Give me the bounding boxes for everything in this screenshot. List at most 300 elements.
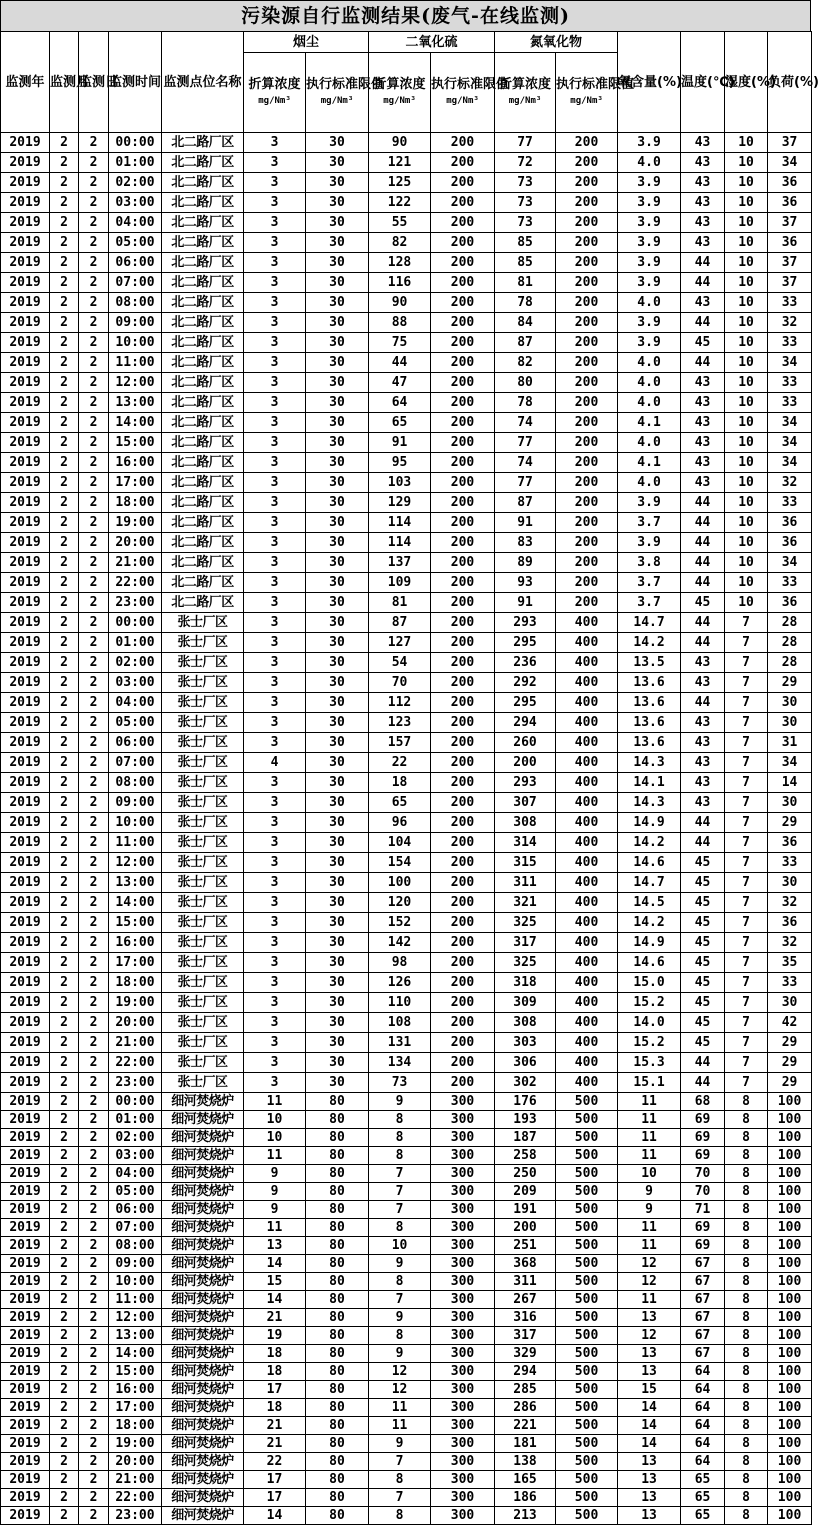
cell-oxygen: 15.1 [618,1073,681,1093]
cell-so2-limit: 200 [431,513,495,533]
cell-so2-conc: 7 [369,1183,431,1201]
cell-humidity: 8 [725,1201,768,1219]
cell-load: 100 [768,1147,812,1165]
cell-load: 36 [768,913,812,933]
cell-site: 北二路厂区 [162,253,244,273]
cell-dust-limit: 30 [306,633,369,653]
cell-site: 北二路厂区 [162,473,244,493]
cell-day: 2 [79,513,109,533]
cell-site: 细河焚烧炉 [162,1435,244,1453]
cell-so2-conc: 18 [369,773,431,793]
cell-day: 2 [79,1435,109,1453]
cell-site: 张士厂区 [162,633,244,653]
cell-so2-conc: 108 [369,1013,431,1033]
cell-site: 细河焚烧炉 [162,1381,244,1399]
cell-nox-limit: 500 [556,1453,618,1471]
cell-oxygen: 15.2 [618,993,681,1013]
cell-site: 张士厂区 [162,873,244,893]
cell-time: 03:00 [109,673,162,693]
cell-humidity: 8 [725,1291,768,1309]
cell-so2-limit: 200 [431,973,495,993]
table-row [1,873,812,893]
cell-year: 2019 [1,1013,50,1033]
cell-dust-conc: 10 [244,1111,306,1129]
cell-so2-conc: 10 [369,1237,431,1255]
header-unit-label: mg/Nm³ [570,95,603,106]
cell-dust-conc: 3 [244,1073,306,1093]
cell-nox-conc: 91 [495,593,556,613]
cell-oxygen: 14.2 [618,913,681,933]
cell-time: 11:00 [109,1291,162,1309]
cell-load: 36 [768,833,812,853]
cell-site: 北二路厂区 [162,153,244,173]
cell-load: 36 [768,513,812,533]
cell-day: 2 [79,1255,109,1273]
cell-dust-limit: 30 [306,433,369,453]
cell-nox-limit: 500 [556,1255,618,1273]
cell-temperature: 44 [681,573,725,593]
cell-site: 北二路厂区 [162,173,244,193]
cell-temperature: 45 [681,593,725,613]
table-row [1,313,812,333]
cell-time: 16:00 [109,453,162,473]
cell-year: 2019 [1,1255,50,1273]
table-row [1,1273,812,1291]
cell-nox-conc: 91 [495,513,556,533]
cell-day: 2 [79,473,109,493]
cell-load: 33 [768,373,812,393]
cell-temperature: 44 [681,353,725,373]
cell-temperature: 43 [681,753,725,773]
cell-load: 100 [768,1183,812,1201]
cell-nox-conc: 187 [495,1129,556,1147]
cell-dust-conc: 3 [244,813,306,833]
cell-day: 2 [79,733,109,753]
cell-humidity: 7 [725,953,768,973]
cell-year: 2019 [1,373,50,393]
cell-month: 2 [50,1489,79,1507]
cell-nox-conc: 317 [495,1327,556,1345]
cell-time: 14:00 [109,1345,162,1363]
cell-oxygen: 13 [618,1489,681,1507]
table-row [1,593,812,613]
cell-nox-limit: 400 [556,893,618,913]
cell-month: 2 [50,813,79,833]
cell-nox-limit: 200 [556,473,618,493]
cell-year: 2019 [1,853,50,873]
cell-so2-limit: 300 [431,1111,495,1129]
cell-month: 2 [50,733,79,753]
table-row [1,353,812,373]
cell-day: 2 [79,593,109,613]
cell-month: 2 [50,1111,79,1129]
cell-temperature: 43 [681,453,725,473]
cell-so2-limit: 200 [431,393,495,413]
cell-so2-limit: 200 [431,413,495,433]
cell-time: 19:00 [109,513,162,533]
cell-nox-limit: 200 [556,413,618,433]
cell-humidity: 7 [725,633,768,653]
cell-year: 2019 [1,153,50,173]
table-row [1,1111,812,1129]
cell-load: 32 [768,893,812,913]
cell-month: 2 [50,553,79,573]
cell-temperature: 44 [681,813,725,833]
cell-oxygen: 14.2 [618,833,681,853]
cell-nox-limit: 200 [556,553,618,573]
cell-day: 2 [79,1219,109,1237]
cell-year: 2019 [1,313,50,333]
cell-load: 33 [768,393,812,413]
cell-month: 2 [50,1345,79,1363]
cell-temperature: 44 [681,533,725,553]
cell-dust-conc: 3 [244,1053,306,1073]
cell-humidity: 7 [725,813,768,833]
cell-so2-conc: 75 [369,333,431,353]
cell-day: 2 [79,993,109,1013]
table-row [1,1147,812,1165]
cell-site: 北二路厂区 [162,493,244,513]
cell-oxygen: 3.9 [618,333,681,353]
cell-month: 2 [50,213,79,233]
cell-oxygen: 10 [618,1165,681,1183]
table-row [1,993,812,1013]
cell-so2-limit: 300 [431,1381,495,1399]
cell-day: 2 [79,1237,109,1255]
cell-nox-conc: 321 [495,893,556,913]
cell-so2-conc: 8 [369,1219,431,1237]
cell-time: 12:00 [109,853,162,873]
cell-oxygen: 14.7 [618,873,681,893]
cell-oxygen: 13.6 [618,733,681,753]
cell-year: 2019 [1,773,50,793]
cell-dust-conc: 21 [244,1435,306,1453]
cell-nox-conc: 260 [495,733,556,753]
cell-year: 2019 [1,293,50,313]
cell-time: 01:00 [109,1111,162,1129]
cell-so2-limit: 200 [431,633,495,653]
cell-dust-conc: 9 [244,1183,306,1201]
cell-nox-limit: 200 [556,293,618,313]
cell-dust-conc: 3 [244,973,306,993]
cell-temperature: 67 [681,1291,725,1309]
cell-year: 2019 [1,273,50,293]
cell-so2-limit: 200 [431,193,495,213]
cell-nox-limit: 400 [556,693,618,713]
cell-oxygen: 13 [618,1345,681,1363]
cell-so2-limit: 200 [431,613,495,633]
cell-so2-conc: 131 [369,1033,431,1053]
cell-humidity: 8 [725,1183,768,1201]
cell-time: 09:00 [109,1255,162,1273]
cell-day: 2 [79,493,109,513]
table-row [1,1013,812,1033]
cell-day: 2 [79,293,109,313]
cell-so2-limit: 200 [431,833,495,853]
cell-so2-limit: 200 [431,713,495,733]
cell-so2-limit: 300 [431,1183,495,1201]
cell-site: 张士厂区 [162,793,244,813]
cell-so2-conc: 114 [369,533,431,553]
cell-day: 2 [79,753,109,773]
cell-load: 29 [768,673,812,693]
cell-year: 2019 [1,1345,50,1363]
cell-site: 张士厂区 [162,733,244,753]
cell-oxygen: 3.9 [618,253,681,273]
cell-month: 2 [50,233,79,253]
cell-time: 22:00 [109,1053,162,1073]
cell-oxygen: 13.6 [618,713,681,733]
cell-so2-conc: 7 [369,1453,431,1471]
cell-oxygen: 13 [618,1507,681,1525]
cell-site: 北二路厂区 [162,593,244,613]
cell-so2-conc: 154 [369,853,431,873]
cell-temperature: 45 [681,973,725,993]
cell-load: 100 [768,1453,812,1471]
cell-dust-limit: 30 [306,333,369,353]
cell-dust-limit: 30 [306,973,369,993]
table-row [1,193,812,213]
cell-time: 15:00 [109,913,162,933]
cell-temperature: 43 [681,153,725,173]
cell-humidity: 8 [725,1399,768,1417]
cell-month: 2 [50,173,79,193]
cell-month: 2 [50,413,79,433]
cell-so2-conc: 90 [369,133,431,153]
cell-load: 29 [768,1073,812,1093]
cell-so2-limit: 200 [431,893,495,913]
cell-oxygen: 4.1 [618,413,681,433]
cell-humidity: 10 [725,273,768,293]
cell-so2-conc: 103 [369,473,431,493]
table-row [1,753,812,773]
table-row [1,1033,812,1053]
cell-dust-conc: 3 [244,153,306,173]
cell-time: 03:00 [109,1147,162,1165]
cell-humidity: 10 [725,333,768,353]
table-row [1,533,812,553]
cell-load: 34 [768,753,812,773]
cell-temperature: 43 [681,653,725,673]
cell-time: 02:00 [109,1129,162,1147]
cell-dust-limit: 30 [306,733,369,753]
cell-site: 张士厂区 [162,833,244,853]
cell-time: 04:00 [109,1165,162,1183]
table-row [1,433,812,453]
cell-time: 00:00 [109,1093,162,1111]
table-row [1,253,812,273]
cell-load: 100 [768,1507,812,1525]
cell-nox-limit: 400 [556,913,618,933]
cell-day: 2 [79,1201,109,1219]
header-dust-conc [244,53,306,133]
cell-nox-conc: 308 [495,813,556,833]
cell-year: 2019 [1,1237,50,1255]
cell-load: 100 [768,1291,812,1309]
cell-temperature: 65 [681,1489,725,1507]
cell-temperature: 45 [681,853,725,873]
header-day: 监测日 [79,32,109,133]
cell-dust-conc: 11 [244,1147,306,1165]
cell-nox-limit: 500 [556,1471,618,1489]
cell-oxygen: 13.5 [618,653,681,673]
cell-nox-conc: 309 [495,993,556,1013]
cell-time: 01:00 [109,153,162,173]
cell-load: 100 [768,1417,812,1435]
cell-site: 北二路厂区 [162,313,244,333]
cell-nox-conc: 285 [495,1381,556,1399]
cell-nox-limit: 200 [556,573,618,593]
cell-temperature: 64 [681,1453,725,1471]
cell-dust-limit: 30 [306,673,369,693]
cell-time: 20:00 [109,533,162,553]
cell-nox-limit: 400 [556,813,618,833]
cell-nox-limit: 200 [556,373,618,393]
cell-dust-limit: 30 [306,213,369,233]
cell-year: 2019 [1,1309,50,1327]
cell-nox-limit: 400 [556,1033,618,1053]
cell-day: 2 [79,253,109,273]
page-title: 污染源自行监测结果(废气-在线监测) [0,0,811,31]
cell-dust-limit: 30 [306,933,369,953]
cell-nox-limit: 400 [556,773,618,793]
cell-time: 05:00 [109,233,162,253]
cell-dust-conc: 19 [244,1327,306,1345]
cell-so2-limit: 300 [431,1345,495,1363]
cell-nox-conc: 83 [495,533,556,553]
cell-temperature: 45 [681,873,725,893]
cell-oxygen: 13 [618,1471,681,1489]
cell-dust-conc: 4 [244,753,306,773]
cell-nox-conc: 213 [495,1507,556,1525]
cell-so2-conc: 110 [369,993,431,1013]
cell-dust-conc: 21 [244,1417,306,1435]
cell-site: 细河焚烧炉 [162,1489,244,1507]
cell-load: 36 [768,173,812,193]
cell-dust-conc: 3 [244,853,306,873]
cell-oxygen: 3.9 [618,193,681,213]
cell-day: 2 [79,1417,109,1435]
cell-time: 23:00 [109,1073,162,1093]
cell-site: 张士厂区 [162,993,244,1013]
table-row [1,913,812,933]
cell-temperature: 44 [681,513,725,533]
cell-month: 2 [50,1201,79,1219]
cell-nox-limit: 400 [556,853,618,873]
cell-humidity: 7 [725,913,768,933]
table-row [1,833,812,853]
cell-oxygen: 14.0 [618,1013,681,1033]
cell-temperature: 67 [681,1273,725,1291]
cell-dust-conc: 17 [244,1381,306,1399]
cell-nox-conc: 85 [495,233,556,253]
cell-dust-conc: 3 [244,273,306,293]
cell-so2-conc: 122 [369,193,431,213]
cell-so2-conc: 8 [369,1147,431,1165]
cell-nox-conc: 72 [495,153,556,173]
cell-day: 2 [79,573,109,593]
cell-site: 北二路厂区 [162,213,244,233]
header-limit-label: 执行标准限值 [306,76,385,92]
cell-month: 2 [50,1093,79,1111]
cell-site: 细河焚烧炉 [162,1345,244,1363]
cell-nox-limit: 500 [556,1237,618,1255]
cell-temperature: 45 [681,333,725,353]
cell-time: 06:00 [109,253,162,273]
cell-dust-limit: 30 [306,893,369,913]
header-unit-label: mg/Nm³ [508,95,542,106]
cell-dust-limit: 80 [306,1345,369,1363]
cell-so2-conc: 134 [369,1053,431,1073]
cell-load: 33 [768,973,812,993]
cell-so2-limit: 300 [431,1399,495,1417]
cell-nox-limit: 200 [556,493,618,513]
cell-day: 2 [79,533,109,553]
cell-month: 2 [50,353,79,373]
cell-month: 2 [50,433,79,453]
cell-nox-conc: 286 [495,1399,556,1417]
cell-time: 19:00 [109,993,162,1013]
cell-so2-limit: 200 [431,673,495,693]
cell-year: 2019 [1,1129,50,1147]
cell-month: 2 [50,293,79,313]
cell-dust-conc: 3 [244,233,306,253]
cell-oxygen: 4.0 [618,153,681,173]
cell-oxygen: 4.0 [618,293,681,313]
cell-nox-limit: 400 [556,833,618,853]
cell-site: 细河焚烧炉 [162,1507,244,1525]
cell-day: 2 [79,613,109,633]
cell-humidity: 10 [725,433,768,453]
cell-time: 11:00 [109,353,162,373]
cell-load: 37 [768,253,812,273]
cell-humidity: 7 [725,893,768,913]
header-load: 负荷(%) [768,32,812,133]
cell-temperature: 43 [681,473,725,493]
cell-so2-conc: 65 [369,793,431,813]
cell-year: 2019 [1,813,50,833]
cell-temperature: 64 [681,1381,725,1399]
cell-so2-conc: 64 [369,393,431,413]
cell-time: 08:00 [109,1237,162,1255]
cell-time: 23:00 [109,593,162,613]
cell-dust-limit: 80 [306,1453,369,1471]
cell-time: 20:00 [109,1453,162,1471]
cell-time: 14:00 [109,413,162,433]
cell-dust-limit: 30 [306,453,369,473]
cell-so2-limit: 200 [431,813,495,833]
cell-month: 2 [50,333,79,353]
cell-dust-limit: 30 [306,653,369,673]
cell-nox-limit: 400 [556,973,618,993]
cell-year: 2019 [1,753,50,773]
cell-so2-limit: 200 [431,333,495,353]
table-row [1,373,812,393]
cell-day: 2 [79,953,109,973]
cell-so2-conc: 152 [369,913,431,933]
cell-month: 2 [50,1183,79,1201]
cell-dust-limit: 30 [306,1013,369,1033]
cell-oxygen: 11 [618,1219,681,1237]
cell-year: 2019 [1,893,50,913]
cell-oxygen: 3.7 [618,573,681,593]
cell-temperature: 64 [681,1417,725,1435]
cell-nox-conc: 293 [495,613,556,633]
cell-load: 100 [768,1093,812,1111]
cell-so2-conc: 55 [369,213,431,233]
header-site: 监测点位名称 [162,32,244,133]
cell-time: 09:00 [109,793,162,813]
